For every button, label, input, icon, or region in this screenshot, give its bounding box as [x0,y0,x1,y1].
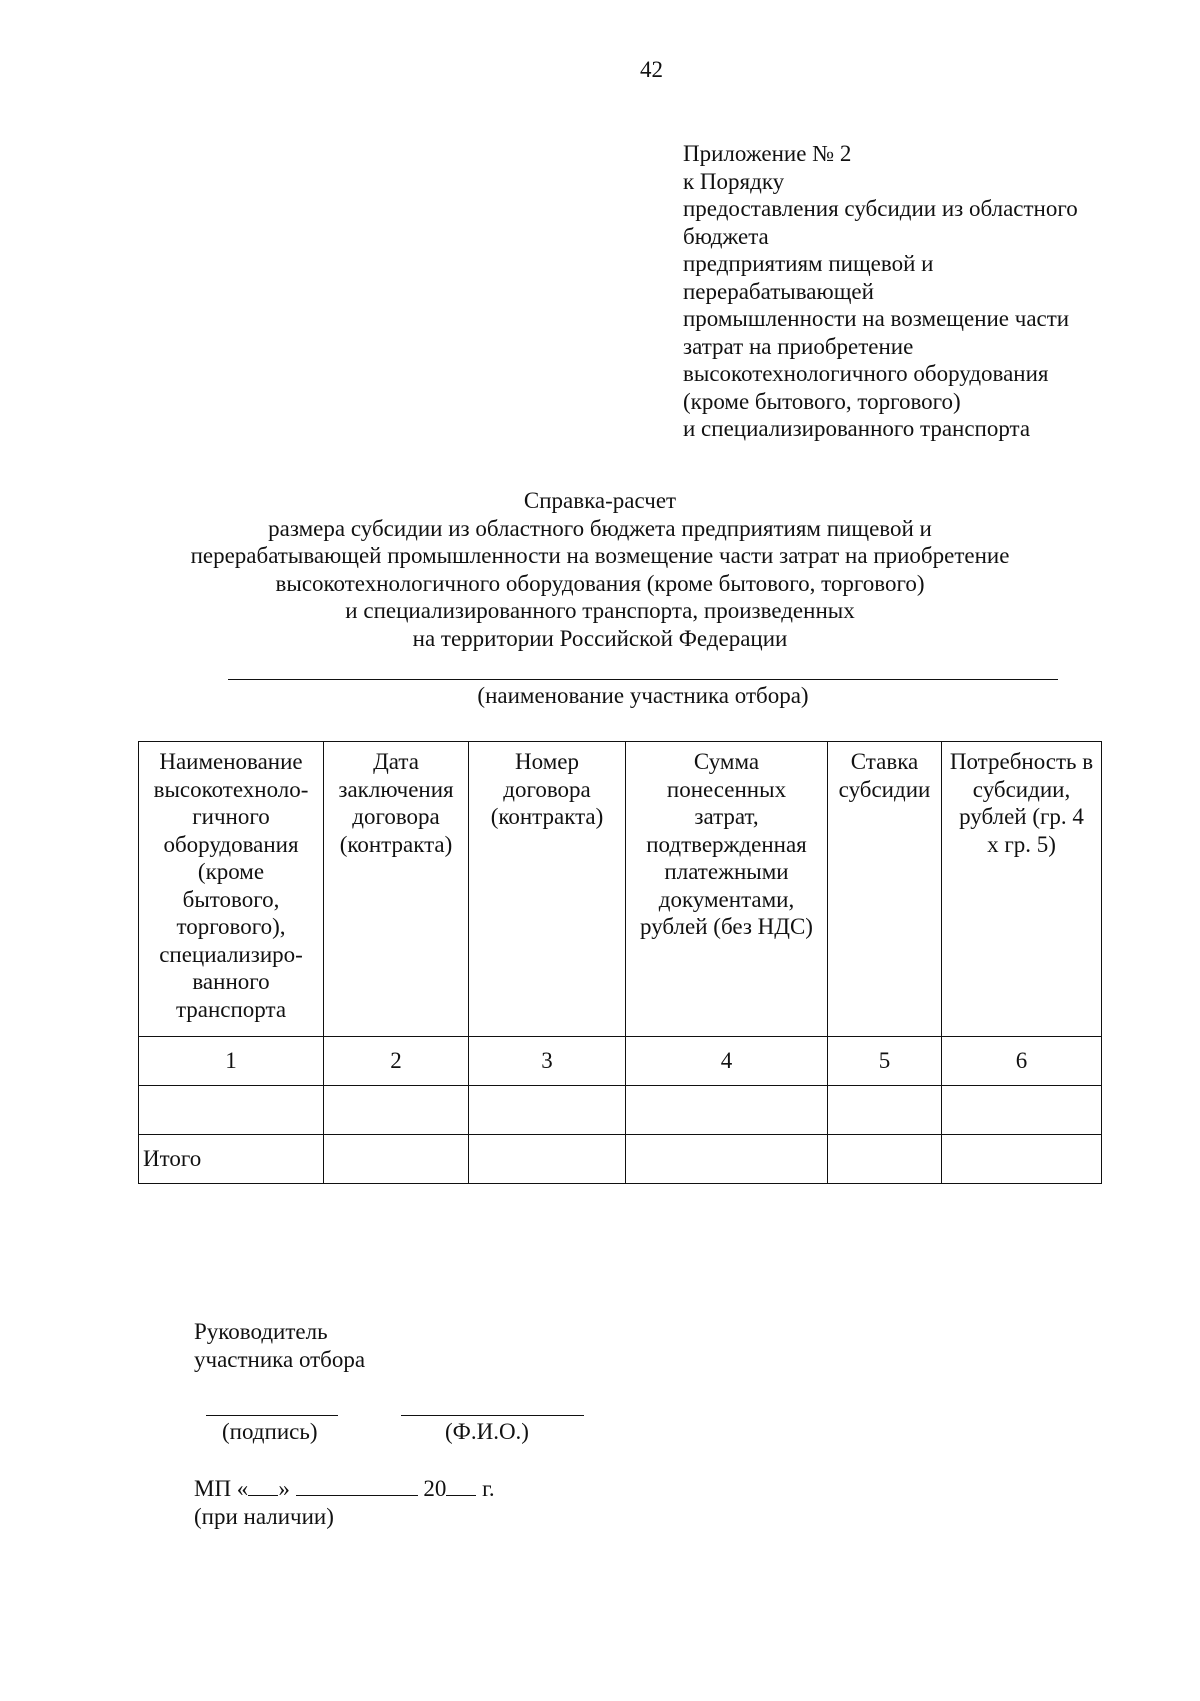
table-cell[interactable] [469,1086,626,1135]
table-cell[interactable] [626,1135,828,1184]
title-line: и специализированного транспорта, произведенных [345,598,855,623]
year-blank[interactable] [446,1475,476,1496]
signature-line[interactable] [206,1415,338,1416]
column-header-equipment: Наименование высокотехноло- гичного оборудования (кроме бытового, торгового), специализиро- ванного транспорта [139,742,324,1037]
participant-caption: (наименование участника отбора) [477,683,809,708]
document-title [150,487,1050,652]
title-line: высокотехнологичного оборудования (кроме бытового, торгового) [275,570,925,596]
subsidy-calculation-table [138,741,1102,1184]
appendix-line: и специализированного транспорта [683,416,1031,441]
column-number: 6 [942,1037,1102,1086]
full-name-line[interactable] [401,1415,584,1416]
signer-title: Руководитель участника отбора [194,1319,366,1372]
table-cell[interactable] [324,1086,469,1135]
appendix-line: (кроме бытового, торгового) [683,388,961,414]
appendix-line: предприятиям пищевой и [683,251,934,276]
seal-label: МП « [194,1476,249,1501]
appendix-reference [683,140,1123,443]
column-number: 3 [469,1037,626,1086]
column-header-contract-number: Номер договора (контракта) [469,742,626,1037]
total-row [139,1135,1102,1184]
appendix-line: к Порядку [683,168,785,194]
total-label: Итого [139,1135,324,1184]
column-header-subsidy-rate: Ставка субсидии [828,742,942,1037]
column-number: 2 [324,1037,469,1086]
title-heading: Справка-расчет [523,488,677,513]
table-row [139,1086,1102,1135]
column-number-row [139,1037,1102,1086]
page-number: 42 [640,57,663,82]
title-line: на территории Российской Федерации [412,625,788,651]
table-cell[interactable] [828,1135,942,1184]
table-cell[interactable] [942,1086,1102,1135]
appendix-line: перерабатывающей [683,278,874,304]
month-blank[interactable] [296,1475,418,1496]
day-blank[interactable] [248,1475,278,1496]
full-name-caption: (Ф.И.О.) [445,1419,529,1444]
signature-caption: (подпись) [222,1419,318,1444]
year-suffix: г. [482,1476,495,1501]
quote-close: » [278,1476,290,1501]
table-cell[interactable] [469,1135,626,1184]
table-cell[interactable] [828,1086,942,1135]
appendix-line: промышленности на возмещение части [683,306,1070,331]
participant-name-line[interactable] [228,679,1058,680]
table-header-row [139,742,1102,1037]
column-header-contract-date: Дата заключения договора (контракта) [324,742,469,1037]
column-header-subsidy-need: Потребность в субсидии, рублей (гр. 4 х гр. 5) [942,742,1102,1037]
table-cell[interactable] [139,1086,324,1135]
table-cell[interactable] [626,1086,828,1135]
appendix-line: предоставления субсидии из областного [683,196,1078,221]
appendix-line: высокотехнологичного оборудования [683,361,1049,386]
appendix-line: Приложение № 2 [683,141,852,166]
column-header-costs-amount: Сумма понесенных затрат, подтвержденная платежными документами, рублей (без НДС) [626,742,828,1037]
table-cell[interactable] [324,1135,469,1184]
column-number: 5 [828,1037,942,1086]
appendix-line: затрат на приобретение [683,333,914,359]
table-cell[interactable] [942,1135,1102,1184]
title-line: размера субсидии из областного бюджета предприятиям пищевой и [268,515,932,541]
column-number: 4 [626,1037,828,1086]
title-line: перерабатывающей промышленности на возмещение части затрат на приобретение [190,543,1010,568]
year-prefix: 20 [423,1476,447,1501]
seal-note: (при наличии) [194,1504,334,1529]
seal-date-line [194,1475,495,1503]
column-number: 1 [139,1037,324,1086]
appendix-line: бюджета [683,223,769,249]
